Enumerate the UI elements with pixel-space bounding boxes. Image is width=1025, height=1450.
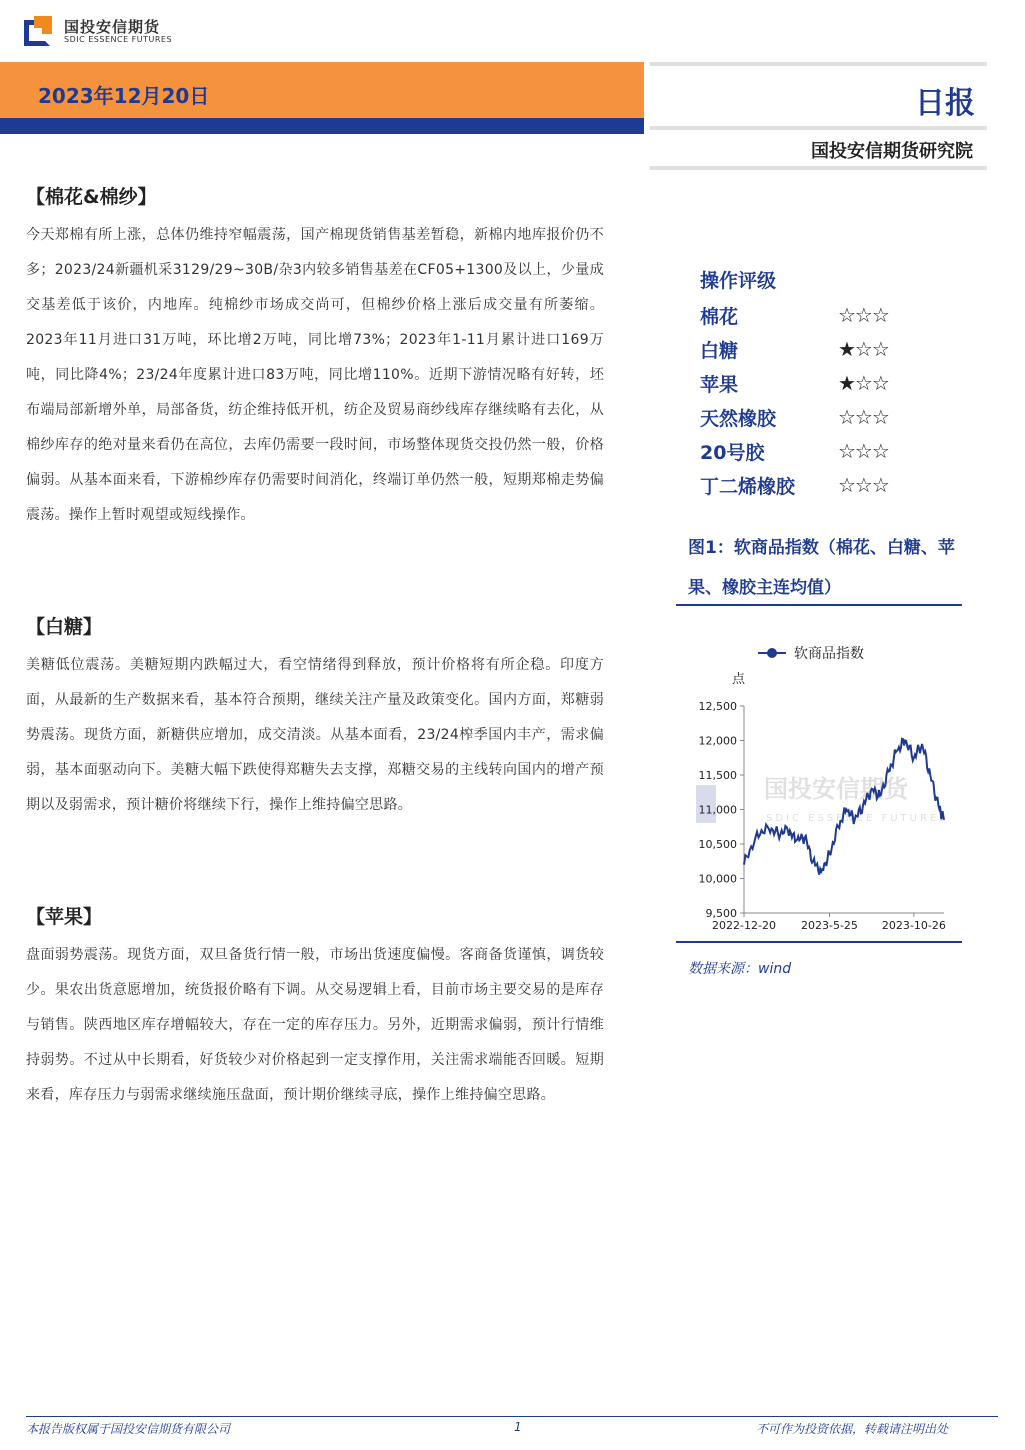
- chart-legend: [758, 645, 864, 662]
- rating-name: 丁二烯橡胶: [700, 475, 796, 498]
- header-divider-top: [650, 62, 987, 66]
- rating-panel: [700, 264, 889, 502]
- header-divider-mid: [650, 126, 987, 130]
- watermark-cn: 国投安信期货: [764, 775, 908, 803]
- figure-title: 图1：软商品指数（棉花、白糖、苹果、橡胶主连均值）: [688, 538, 955, 598]
- legend-marker-icon: [767, 648, 777, 658]
- y-tick-label: 12,000: [698, 734, 737, 748]
- footer-rule: [26, 1416, 998, 1417]
- header-divider-bottom: [650, 166, 987, 170]
- footer-copyright: 本报告版权属于国投安信期货有限公司: [26, 1422, 231, 1436]
- section-title-apple: 【苹果】: [26, 906, 103, 928]
- figure-rule-top: [676, 604, 962, 606]
- star-rating-icon: ☆☆☆: [838, 439, 889, 463]
- y-tick-label: 10,500: [698, 838, 737, 851]
- section-text-sugar: 美糖低位震荡。美糖短期内跌幅过大，看空情绪得到释放，预计价格将有所企稳。印度方面，从最新的生产数据来看，基本符合预期，继续关注产量及政策变化。国内方面，郑糖弱势震荡。现货方面，新糖供应增加，成交清淡。从基本面看，23/24榨季国内丰产，需求偏弱，基本面驱动向下。美糖大幅下跌使得郑糖失去支撑，郑糖交易的主线转向国内的增产预期以及弱需求，预计糖价将继续下行，操作上维持偏空思路。: [26, 657, 604, 813]
- star-rating-icon: ☆☆☆: [838, 405, 889, 429]
- rating-name: 棉花: [700, 305, 739, 328]
- watermark-en: SDIC ESSENCE FUTURES: [766, 813, 949, 824]
- index-series-line: [744, 739, 944, 875]
- rating-name: 苹果: [700, 373, 739, 396]
- footer-disclaimer: 不可作为投资依据，转载请注明出处: [756, 1422, 949, 1436]
- x-tick-label: 2022-12-20: [712, 919, 776, 932]
- rating-name: 20号胶: [700, 441, 765, 464]
- figure-rule-bottom: [676, 941, 962, 943]
- y-tick-label: 9,500: [705, 907, 737, 920]
- star-rating-icon: ☆☆☆: [838, 473, 889, 497]
- rating-row: [700, 298, 889, 332]
- rating-row: [700, 332, 889, 366]
- data-source: 数据来源：wind: [688, 961, 792, 977]
- y-tick-label: 11,000: [698, 803, 737, 817]
- star-rating-icon: ☆☆☆: [838, 303, 889, 327]
- y-axis-unit: 点: [732, 672, 746, 687]
- star-rating-icon: ★☆☆: [838, 371, 889, 395]
- soft-commodity-index-chart: [676, 635, 962, 940]
- section-text-apple: 盘面弱势震荡。现货方面，双旦备货行情一般，市场出货速度偏慢。客商备货谨慎，调货较少。果农出货意愿增加，统货报价略有下调。从交易逻辑上看，目前市场主要交易的是库存与销售。陕西地区库存增幅较大，存在一定的库存压力。另外，近期需求偏弱，预计行情维持弱势。不过从中长期看，好货较少对价格起到一定支撑作用，关注需求端能否回暖。短期来看，库存压力与弱需求继续施压盘面，预计期价继续寻底，操作上维持偏空思路。: [26, 947, 604, 1103]
- logo-mark-icon: [24, 16, 56, 48]
- section-text-cotton: 今天郑棉有所上涨，总体仍维持窄幅震荡，国产棉现货销售基差暂稳，新棉内地库报价仍不多；2023/24新疆机采3129/29~30B/杂3内较多销售基差在CF05+1300及以上，少量成交基差低于该价，内地库。纯棉纱市场成交尚可，但棉纱价格上涨后成交量有所萎缩。2023年11月进口31万吨，环比增2万吨，同比增73%；2023年1-11月累计进口169万吨，同比降4%；23/24年度累计进口83万吨，同比增110%。近期下游情况略有好转，坯布端局部新增外单，局部备货，纺企维持低开机，纺企及贸易商纱线库存继续略有去化，从棉纱库存的绝对量来看仍在高位，去库仍需要一段时间，市场整体现货交投仍然一般，价格偏弱。从基本面来看，下游棉纱库存仍需要时间消化，终端订单仍然一般，短期郑棉走势偏震荡。操作上暂时观望或短线操作。: [26, 227, 604, 523]
- section-title-cotton: 【棉花&棉纱】: [26, 186, 157, 208]
- star-rating-icon: ★☆☆: [838, 337, 889, 361]
- x-tick-label: 2023-5-25: [801, 919, 858, 932]
- rating-title: 操作评级: [700, 270, 777, 292]
- header-blue-bar: [0, 118, 644, 134]
- report-date: 2023年12月20日: [38, 84, 210, 108]
- rating-row: [700, 468, 889, 502]
- logo-name-cn: 国投安信期货: [64, 17, 161, 36]
- rating-row: [700, 400, 889, 434]
- report-type: 日报: [915, 86, 975, 121]
- company-logo: [24, 16, 172, 48]
- y-tick-label: 10,000: [698, 872, 737, 886]
- logo-name-en: SDIC ESSENCE FUTURES: [64, 34, 173, 44]
- rating-name: 白糖: [700, 339, 739, 362]
- legend-label: 软商品指数: [794, 646, 864, 662]
- rating-row: [700, 434, 889, 468]
- section-title-sugar: 【白糖】: [26, 616, 103, 638]
- institute-name: 国投安信期货研究院: [811, 141, 973, 162]
- rating-name: 天然橡胶: [700, 407, 777, 430]
- y-tick-label: 11,500: [698, 769, 737, 782]
- chart-watermark: [696, 775, 949, 824]
- x-tick-label: 2023-10-26: [881, 919, 946, 932]
- rating-row: [700, 366, 889, 400]
- y-tick-label: 12,500: [698, 700, 737, 713]
- footer-page-number: 1: [514, 1420, 522, 1434]
- chart-series: [744, 739, 944, 875]
